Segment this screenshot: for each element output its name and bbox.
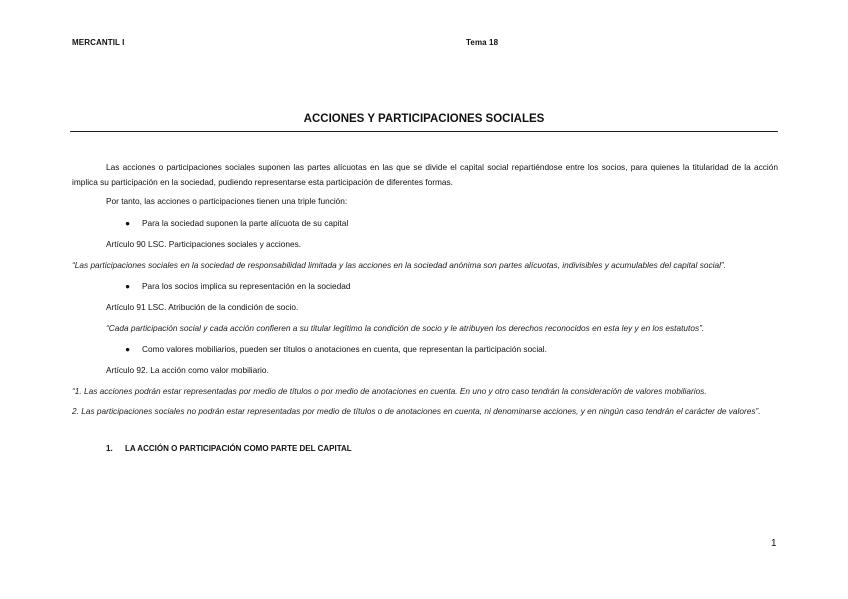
article-91-heading: Artículo 91 LSC. Atribución de la condición de socio.: [106, 302, 299, 312]
bullet-item-securities: [72, 342, 778, 357]
page-number: 1: [771, 538, 777, 549]
section-number: 1.: [106, 444, 113, 453]
article-91-quote: “Cada participación social y cada acción confieren a su titular legítimo la condición de socio y le atribuyen los derechos reconocidos en esta ley y en los estatutos”.: [106, 323, 705, 333]
article-92-heading: Artículo 92. La acción como valor mobiliario.: [106, 365, 269, 375]
header-subject: MERCANTIL I: [72, 38, 125, 47]
article-92-quote-part2: 2. Las participaciones sociales no podrán estar representadas por medio de títulos o de anotaciones en cuenta, ni denominarse acciones, y en ningún caso tendrán el carácter de valores”.: [72, 406, 761, 416]
page-title: ACCIONES Y PARTICIPACIONES SOCIALES: [303, 113, 545, 125]
article-90-heading: Artículo 90 LSC. Participaciones sociales y acciones.: [106, 239, 302, 249]
article-90-quote: “Las participaciones sociales en la sociedad de responsabilidad limitada y las acciones en la sociedad anónima son partes alícuotas, indivisibles y acumulables del capital social”.: [72, 260, 726, 270]
bullet-icon: ●: [125, 344, 131, 354]
document-body: [72, 160, 778, 456]
bullet-item-partners: [72, 279, 778, 294]
header-topic: Tema 18: [466, 38, 499, 47]
triple-function-paragraph: Por tanto, las acciones o participaciones tienen una triple función:: [106, 196, 348, 206]
title-divider: [70, 131, 778, 132]
bullet-text: Como valores mobiliarios, pueden ser títulos o anotaciones en cuenta, que representan la participación social.: [142, 344, 547, 354]
bullet-icon: ●: [125, 281, 131, 291]
intro-paragraph: Las acciones o participaciones sociales suponen las partes alícuotas en las que se divide el capital social repartiéndose entre los socios, para quienes la titularidad de la acción implica su participación en la sociedad, pudiendo representarse esta participación de diferentes formas.: [72, 162, 778, 187]
section-title: LA ACCIÓN O PARTICIPACIÓN COMO PARTE DEL CAPITAL: [125, 444, 352, 453]
bullet-item-society: [72, 216, 778, 231]
section-heading: [72, 441, 778, 456]
article-92-quote-part1: “1. Las acciones podrán estar representadas por medio de títulos o por medio de anotaciones en cuenta. En uno y otro caso tendrán la consideración de valores mobiliarios.: [72, 386, 707, 396]
bullet-text: Para la sociedad suponen la parte alícuota de su capital: [142, 218, 349, 228]
bullet-text: Para los socios implica su representación en la sociedad: [142, 281, 351, 291]
bullet-icon: ●: [125, 218, 131, 228]
